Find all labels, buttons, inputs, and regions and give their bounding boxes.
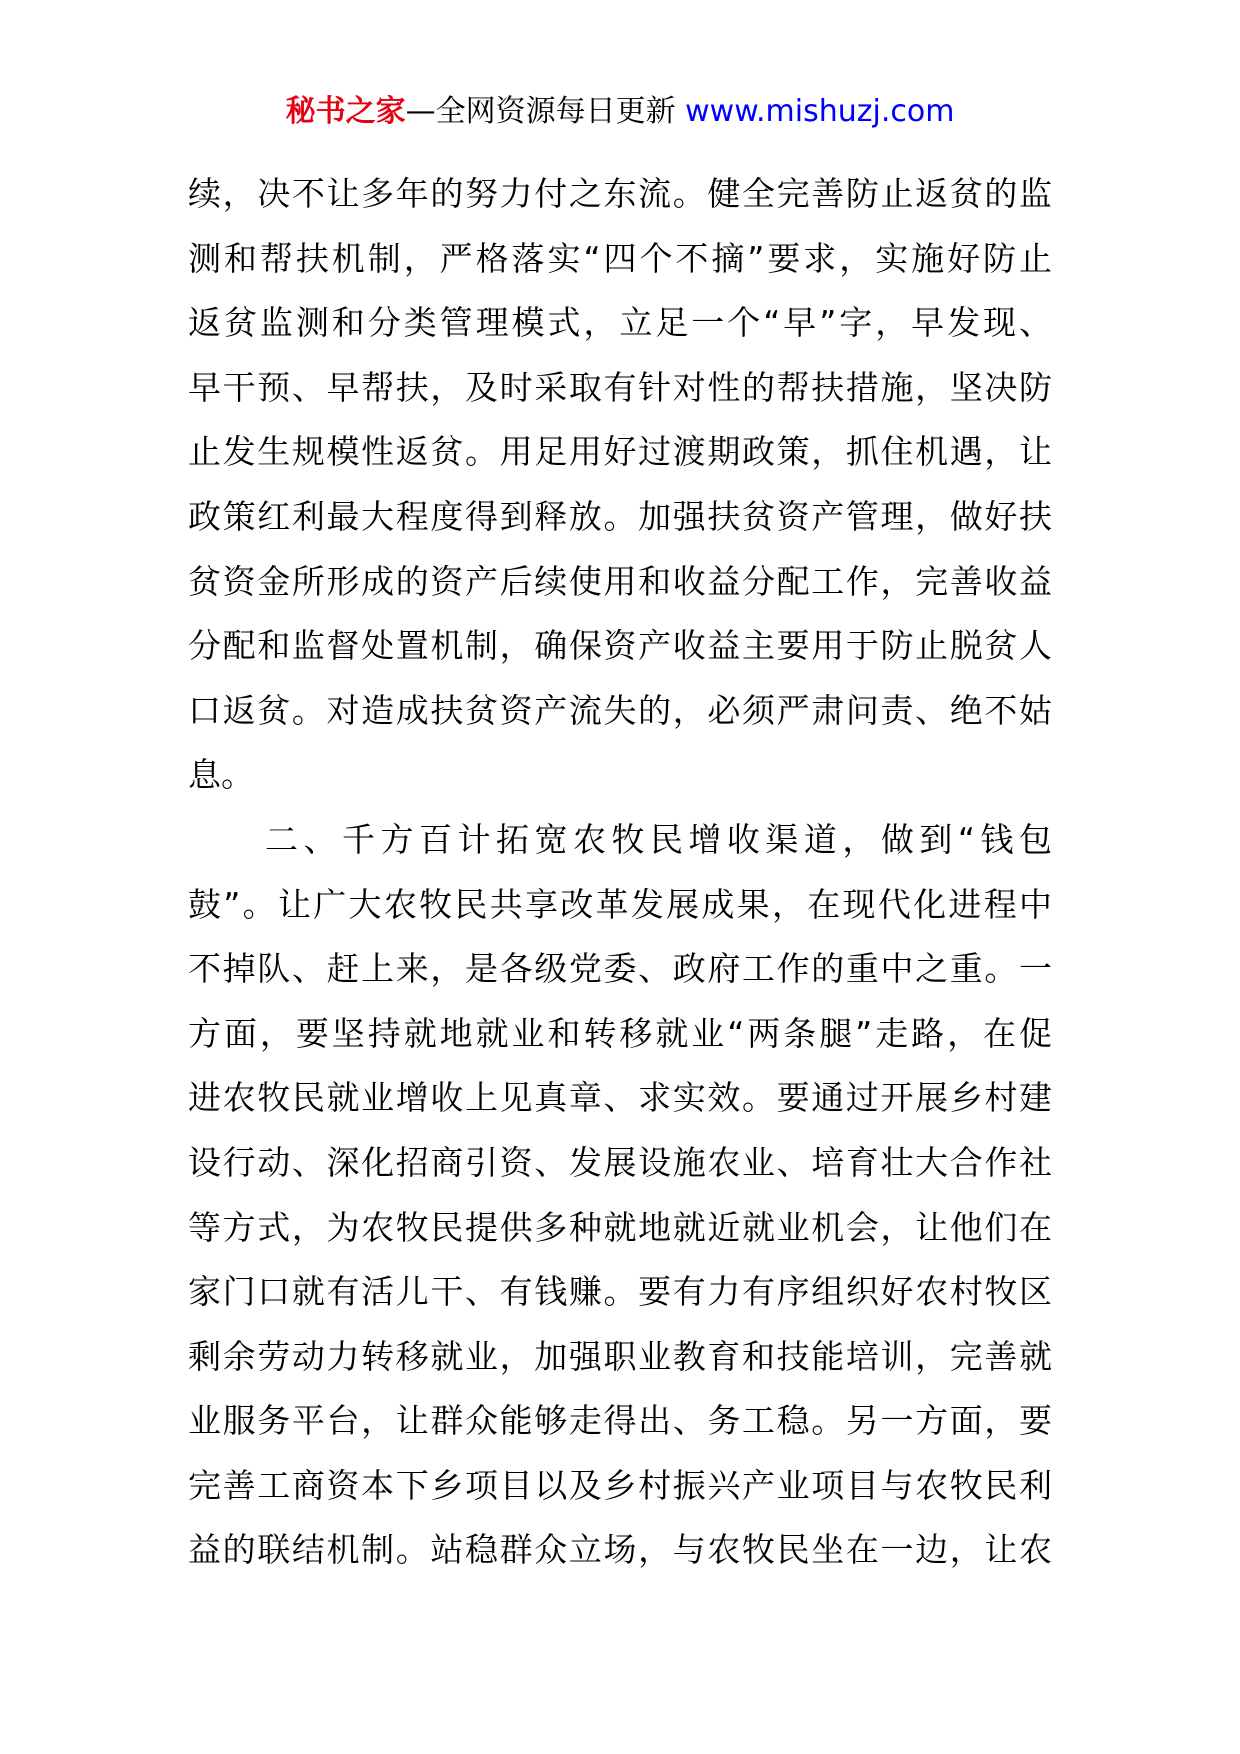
site-brand: 秘书之家 xyxy=(285,94,406,129)
section-heading-line: 二、千方百计拓宽农牧民增收渠道，做到“钱包 xyxy=(188,819,1052,859)
text-line: 贫资金所形成的资产后续使用和收益分配工作，完善收益 xyxy=(188,561,1052,601)
text-line: 进农牧民就业增收上见真章、求实效。要通过开展乡村建 xyxy=(188,1078,1052,1118)
text-line: 家门口就有活儿干、有钱赚。要有力有序组织好农村牧区 xyxy=(188,1272,1052,1312)
site-header xyxy=(0,92,1240,132)
text-line: 分配和监督处置机制，确保资产收益主要用于防止脱贫人 xyxy=(188,626,1052,666)
text-line: 益的联结机制。站稳群众立场，与农牧民坐在一边，让农 xyxy=(188,1530,1052,1570)
body-text xyxy=(188,162,1052,1583)
text-line: 续，决不让多年的努力付之东流。健全完善防止返贫的监 xyxy=(188,174,1052,213)
text-line: 口返贫。对造成扶贫资产流失的，必须严肃问责、绝不姑 xyxy=(188,690,1052,730)
text-line: 不掉队、赶上来，是各级党委、政府工作的重中之重。一 xyxy=(188,949,1052,989)
paragraph-1 xyxy=(188,162,1052,808)
text-line: 鼓”。让广大农牧民共享改革发展成果，在现代化进程中 xyxy=(188,884,1052,924)
text-line: 早干预、早帮扶，及时采取有针对性的帮扶措施，坚决防 xyxy=(188,367,1052,407)
text-line: 剩余劳动力转移就业，加强职业教育和技能培训，完善就 xyxy=(188,1336,1052,1376)
site-tagline: —全网资源每日更新 xyxy=(405,94,686,129)
site-url-link[interactable]: www.mishuzj.com xyxy=(685,94,955,129)
text-line: 设行动、深化招商引资、发展设施农业、培育壮大合作社 xyxy=(188,1142,1052,1182)
text-line: 返贫监测和分类管理模式，立足一个“早”字，早发现、 xyxy=(188,303,1052,343)
text-line: 方面，要坚持就地就业和转移就业“两条腿”走路，在促 xyxy=(188,1013,1052,1053)
paragraph-2 xyxy=(188,808,1052,1583)
text-line: 测和帮扶机制，严格落实“四个不摘”要求，实施好防止 xyxy=(188,238,1052,278)
text-line: 完善工商资本下乡项目以及乡村振兴产业项目与农牧民利 xyxy=(188,1465,1052,1505)
text-line: 止发生规模性返贫。用足用好过渡期政策，抓住机遇，让 xyxy=(188,432,1052,472)
text-line: 政策红利最大程度得到释放。加强扶贫资产管理，做好扶 xyxy=(188,496,1052,536)
text-line: 等方式，为农牧民提供多种就地就近就业机会，让他们在 xyxy=(188,1207,1052,1247)
text-line: 业服务平台，让群众能够走得出、务工稳。另一方面，要 xyxy=(188,1401,1052,1441)
text-line: 息。 xyxy=(188,755,254,795)
